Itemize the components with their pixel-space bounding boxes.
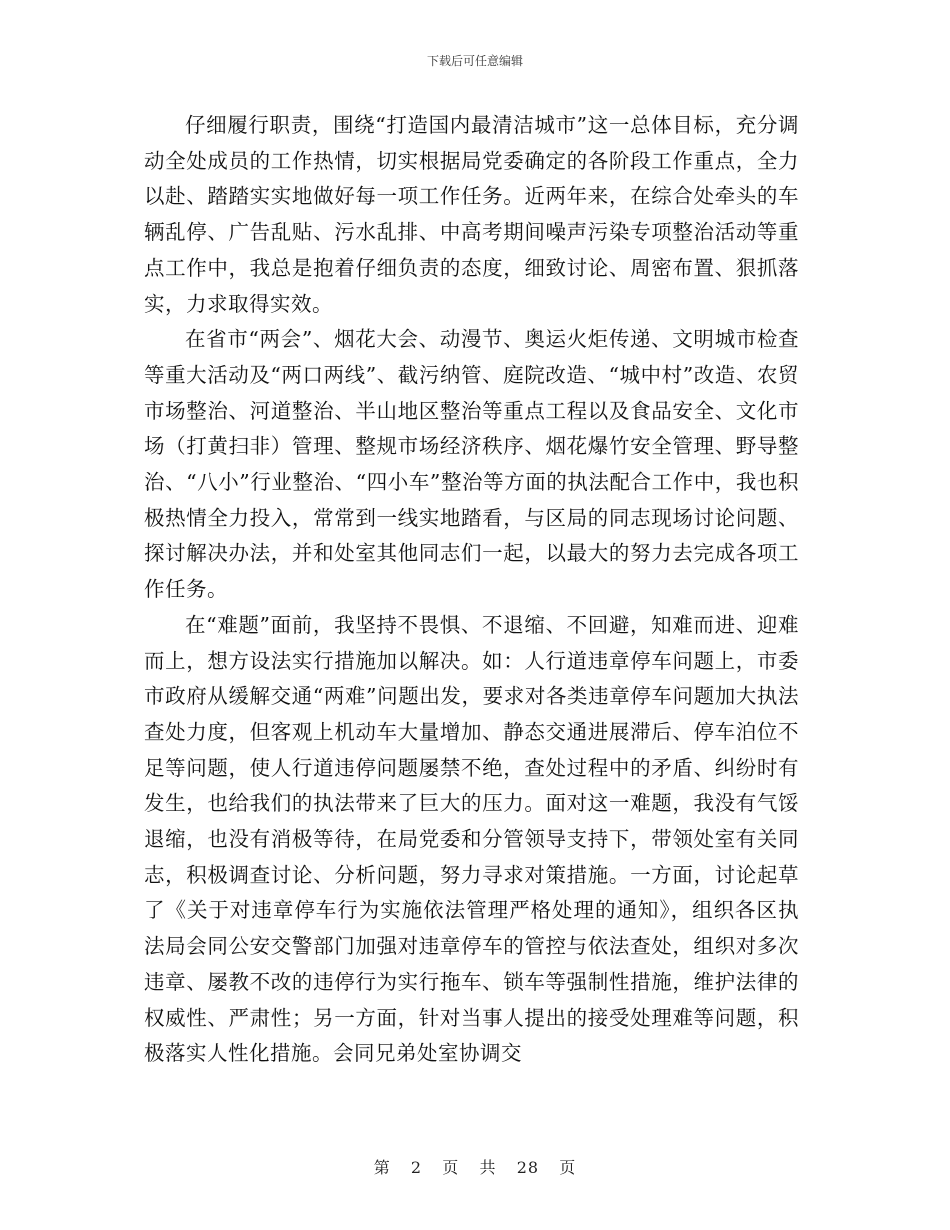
document-body (144, 108, 799, 1072)
footer-prefix: 第 (373, 1158, 391, 1177)
body-paragraph-3: 在“难题”面前，我坚持不畏惧、不退缩、不回避，知难而进、迎难而上，想方设法实行措施加以解决。如：人行道违章停车问题上，市委市政府从缓解交通“两难”问题出发，要求对各类违章停车问题加大执法查处力度，但客观上机动车大量增加、静态交通进展滞后、停车泊位不足等问题，使人行道违停问题屡禁不绝，查处过程中的矛盾、纠纷时有发生，也给我们的执法带来了巨大的压力。面对这一难题，我没有气馁退缩，也没有消极等待，在局党委和分管领导支持下，带领处室有关同志，积极调查讨论、分析问题，努力寻求对策措施。一方面，讨论起草了《关于对违章停车行为实施依法管理严格处理的通知》，组织各区执法局会同公安交警部门加强对违章停车的管控与依法查处，组织对多次违章、屡教不改的违停行为实行拖车、锁车等强制性措施，维护法律的权威性、严肃性；另一方面，针对当事人提出的接受处理难等问题，积极落实人性化措施。会同兄弟处室协调交 (144, 612, 799, 1066)
body-paragraph-1: 仔细履行职责，围绕“打造国内最清洁城市”这一总体目标，充分调动全处成员的工作热情，切实根据局党委确定的各阶段工作重点，全力以赴、踏踏实实地做好每一项工作任务。近两年来，在综合处牵头的车辆乱停、广告乱贴、污水乱排、中高考期间噪声污染专项整治活动等重点工作中，我总是抱着仔细负责的态度，细致讨论、周密布置、狠抓落实，力求取得实效。 (144, 113, 799, 316)
footer-page-word: 页 (442, 1158, 460, 1177)
current-page-number: 2 (410, 1158, 423, 1177)
footer-suffix: 页 (559, 1158, 577, 1177)
page-number-footer (0, 1155, 950, 1178)
total-page-count: 28 (516, 1158, 540, 1177)
footer-total-word: 共 (479, 1158, 497, 1177)
page-header: 下载后可任意编辑 (426, 54, 523, 68)
body-paragraph-2: 在省市“两会”、烟花大会、动漫节、奥运火炬传递、文明城市检查等重大活动及“两口两线”、截污纳管、庭院改造、“城中村”改造、农贸市场整治、河道整治、半山地区整治等重点工程以及食品安全、文化市场（打黄扫非）管理、整规市场经济秩序、烟花爆竹安全管理、野导整治、“八小”行业整治、“四小车”整治等方面的执法配合工作中，我也积极热情全力投入，常常到一线实地踏看，与区局的同志现场讨论问题、探讨解决办法，并和处室其他同志们一起，以最大的努力去完成各项工作任务。 (144, 327, 799, 602)
